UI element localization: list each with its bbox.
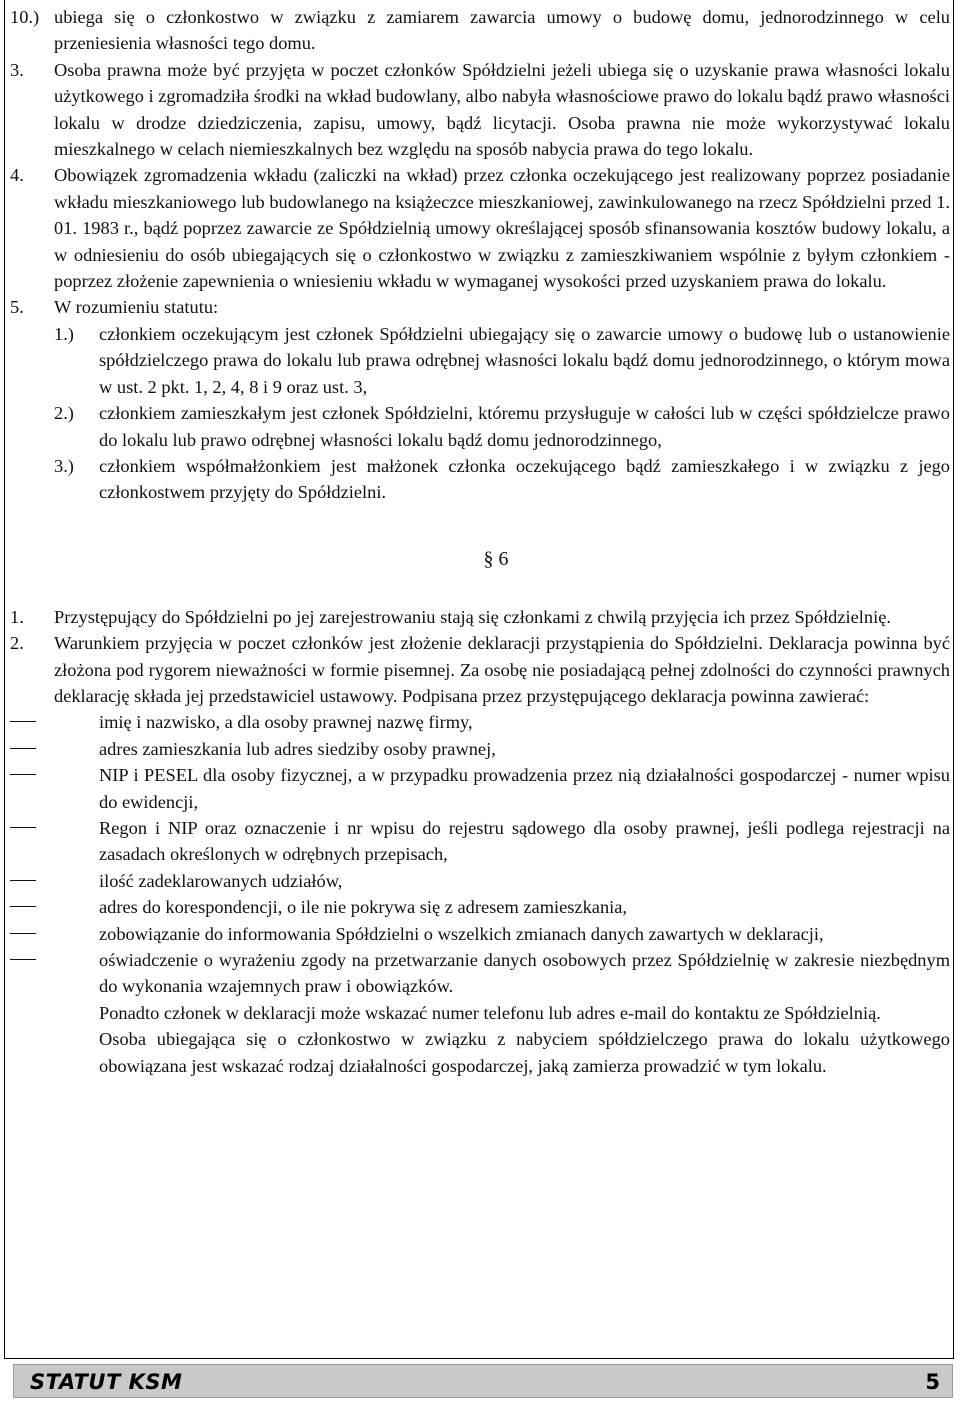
dash-bullet-icon [10, 959, 36, 960]
section-number: 3. [10, 59, 24, 80]
list-item-text: Regon i NIP oraz oznaczenie i nr wpisu do rejestru sądowego dla osoby prawnej, jeśli podlega rejestracji na zasadach określonych w odrębnych przepisach, [99, 817, 950, 865]
continuation-paragraph: Osoba ubiegająca się o członkostwo w związku z nabyciem spółdzielczego prawa do lokalu użytkowego obowiązana jest wskazać rodzaj działalności gospodarczej, jaką zamierza prowadzić w tym lokalu. [99, 1029, 950, 1076]
list-item [10, 947, 950, 1000]
list-item [10, 709, 950, 735]
dash-bullet-icon [10, 748, 36, 749]
subitem-3 [10, 453, 950, 506]
section-number: 2. [10, 633, 24, 654]
subitem-number: 3.) [54, 455, 74, 476]
subitem-text: członkiem zamieszkałym jest członek Spółdzielni, któremu przysługuje w całości lub w części spółdzielcze prawo do lokalu lub prawo odrębnej własności lokalu bądź domu jednorodzinnego, [99, 403, 950, 450]
dash-bullet-icon [10, 721, 36, 722]
subitem-text: członkiem oczekującym jest członek Spółdzielni ubiegający się o zawarcie umowy o budowę lub o ustanowienie spółdzielczego prawa do lokalu lub prawa odrębnej własności lokalu bądź domu jednorodzinnego, o którym mowa w ust. 2 pkt. 1, 2, 4, 8 i 9 oraz ust. 3, [99, 323, 950, 397]
list-item [10, 762, 950, 815]
dash-bullet-icon [10, 933, 36, 934]
section-text: Obowiązek zgromadzenia wkładu (zaliczki na wkład) przez członka oczekującego jest realizowany poprzez posiadanie wkładu mieszkaniowego lub budowlanego na książeczce mieszkaniowej, zawinkulowanego na rzecz Spółdzielni przed 1. 01. 1983 r., bądź poprzez zawarcie ze Spółdzielnią umowy określającej sposób sfinansowania kosztów budowy lokalu, a w odniesieniu do osób ubiegających się o członkostwo w związku z zamieszkiwaniem wspólnie z byłym członkiem - poprzez złożenie zapewnienia o wniesieniu wkładu w wymaganej wysokości przed uzyskaniem prawa do lokalu. [54, 165, 950, 292]
section-text: Osoba prawna może być przyjęta w poczet członków Spółdzielni jeżeli ubiega się o uzyskanie prawa własności lokalu użytkowego i zgromadziła środki na wkład budowlany, albo nabyła własnościowe prawo do lokalu bądź prawo własności lokalu w drodze dziedziczenia, zapisu, umowy, bądź licytacji. Osoba prawna nie może wykorzystywać lokalu mieszkalnego w celach niemieszkalnych bez względu na sposób nabycia prawa do tego lokalu. [54, 59, 950, 160]
section-5 [10, 294, 950, 320]
list-item [10, 921, 950, 947]
subitem-number: 2.) [54, 403, 74, 424]
list-item-text: ilość zadeklarowanych udziałów, [99, 870, 343, 891]
subitem-2 [10, 400, 950, 453]
list-item-text: oświadczenie o wyrażeniu zgody na przetwarzanie danych osobowych przez Spółdzielnię w zakresie niezbędnym do wykonania wzajemnych praw i obowiązków. [99, 950, 950, 997]
page-number: 5 [925, 1370, 940, 1394]
list-item [10, 868, 950, 894]
page-footer [13, 1364, 953, 1398]
dash-bullet-icon [10, 906, 36, 907]
list-item [10, 894, 950, 920]
list-item-text: adres do korespondencji, o ile nie pokrywa się z adresem zamieszkania, [99, 897, 628, 918]
document-body [10, 4, 950, 1079]
list-item-text: zobowiązanie do informowania Spółdzielni o wszelkich zmianach danych zawartych w deklaracji, [99, 923, 824, 944]
list-item-text: imię i nazwisko, a dla osoby prawnej nazwę firmy, [99, 712, 473, 733]
list-item-text: adres zamieszkania lub adres siedziby osoby prawnej, [99, 738, 496, 759]
section-text: W rozumieniu statutu: [54, 297, 219, 318]
section-3 [10, 57, 950, 163]
subitem-text: członkiem współmałżonkiem jest małżonek członka oczekującego bądź zamieszkałego i w związku z jego członkostwem przyjęty do Spółdzielni. [99, 455, 950, 503]
subitem-number: 1.) [54, 323, 74, 344]
section-6-1 [10, 604, 950, 630]
section-6-2 [10, 630, 950, 709]
section-number: 4. [10, 165, 24, 186]
item-number: 10.) [10, 7, 40, 27]
list-item-text: NIP i PESEL dla osoby fizycznej, a w przypadku prowadzenia przez nią działalności gospodarczej - numer wpisu do ewidencji, [99, 765, 950, 812]
item-text: ubiega się o członkostwo w związku z zamiarem zawarcia umowy o budowę domu, jednorodzinnego w celu przeniesienia własności tego domu. [54, 7, 950, 54]
list-item [10, 736, 950, 762]
continuation-paragraph: Ponadto członek w deklaracji może wskazać numer telefonu lub adres e-mail do kontaktu ze Spółdzielnią. [99, 1002, 881, 1023]
dash-bullet-icon [10, 880, 36, 881]
dash-bullet-icon [10, 774, 36, 775]
item-10 [10, 4, 950, 57]
list-item [10, 815, 950, 868]
section-number: 1. [10, 606, 24, 627]
section-text: Warunkiem przyjęcia w poczet członków jest złożenie deklaracji przystąpienia do Spółdzielni. Deklaracja powinna być złożona pod rygorem nieważności w formie pisemnej. Za osobę nie posiadającą pełnej zdolności do czynności prawnych deklarację składa jej przedstawiciel ustawowy. Podpisana przez przystępującego deklaracja powinna zawierać: [54, 633, 950, 706]
footer-title: STATUT KSM [30, 1370, 183, 1394]
section-4 [10, 162, 950, 294]
paragraph-heading: § 6 [483, 547, 509, 570]
section-text: Przystępujący do Spółdzielni po jej zarejestrowaniu stają się członkami z chwilą przyjęcia ich przez Spółdzielnię. [54, 606, 891, 627]
section-number: 5. [10, 297, 24, 318]
subitem-1 [10, 321, 950, 400]
dash-bullet-icon [10, 827, 36, 828]
